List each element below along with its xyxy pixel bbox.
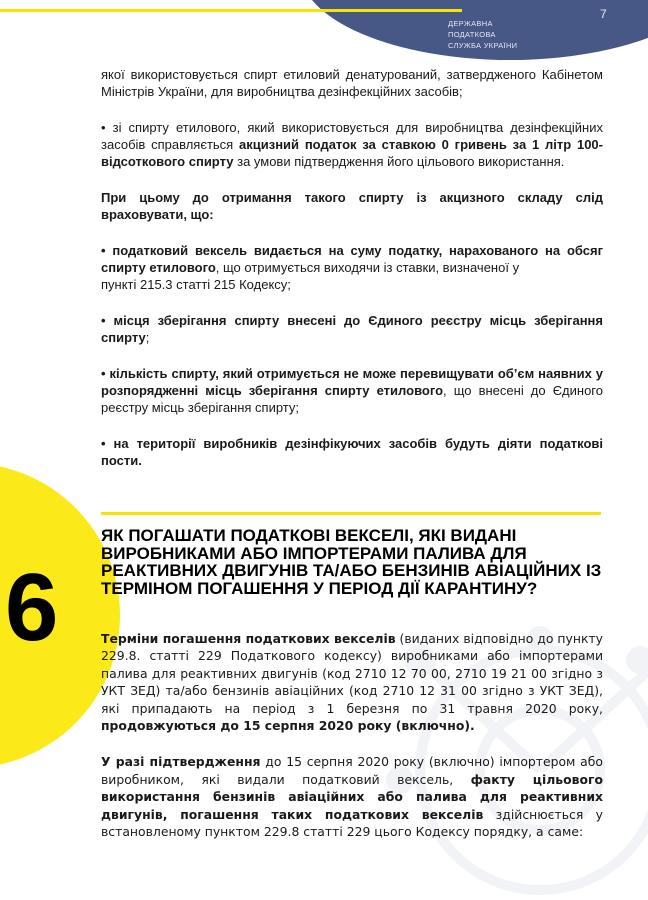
page-number: 7 [600,7,607,21]
agency-line-2: ПОДАТКОВА [448,30,496,39]
paragraph-6 [101,365,603,416]
section-paragraph-2-text-a: до 15 серпня 2020 року (включно) імпортером або виробником, які видали податковий вексель, [101,754,603,787]
paragraph-4 [101,242,603,293]
paragraph-3-bold: При цьому до отримання такого спирту із акцизного складу слід враховувати, що: [101,190,603,222]
paragraph-1: якої використовується спирт етиловий денатурований, затвердженого Кабінетом Міністрів України, для виробництва дезінфекційних засобів; [101,67,603,99]
section-paragraph-2-text-b: здійснюється у встановленому пунктом 229.8 статті 229 цього Кодексу порядку, а саме: [101,806,603,840]
header-divider [0,9,462,12]
section-body [101,630,603,840]
paragraph-7-bold: • на території виробників дезінфікуючих засобів будуть діяти податкові пости. [101,436,603,468]
paragraph-2-bold: акцизний податок за ставкою 0 гривень за 1 літр 100-відсоткового спирту [101,137,603,169]
paragraph-5-text: ; [145,330,150,345]
section-number: 6 [5,554,59,661]
paragraph-2 [101,119,603,170]
agency-line-3: СЛУЖБА УКРАЇНИ [448,41,518,50]
intro-text-block [101,66,603,469]
paragraph-6-bold: • кількість спирту, який отримується не може перевищувати об’єм наявних у розпорядженні місць зберігання спирту етилового [101,366,603,398]
paragraph-4-bold: • податковий вексель видається на суму податку, нарахованого на обсяг спирту етилового [101,243,603,275]
agency-line-1: ДЕРЖАВНА [448,19,493,28]
section-paragraph-2 [101,753,603,840]
paragraph-5-bold: • місця зберігання спирту внесені до Єдиного реєстру місць зберігання спирту [101,313,603,345]
agency-logo-text [448,18,568,51]
paragraph-6-text: , що внесені до Єдиного реєстру місць зберігання спирту; [101,383,603,415]
section-paragraph-1-text: (виданих відповідно до пункту 229.8. статті 229 Податкового кодексу) виробниками або імпортерами палива для реактивних двигунів (код 2710 12 70 00, 2710 19 21 00 згідно з УКТ ЗЕД) та/або бензинів авіаційних (код 2710 12 31 00 згідно з УКТ ЗЕД), які припадають на період з 1 березня по 31 травня 2020 року, [101,631,603,716]
section-paragraph-2-bold: У разі підтвердження [101,754,261,770]
paragraph-4-text-b: пункті 215.3 статті 215 Кодексу; [101,277,291,292]
paragraph-5 [101,312,603,346]
section-paragraph-1-bold: Терміни погашення податкових векселів [101,631,396,646]
paragraph-4-text-a: , що отримується виходячи із ставки, визначеної у [215,260,520,275]
section-paragraph-2-bold-2: факту цільового використання бензинів авіаційних або палива для реактивних двигунів, погашення таких податкових векселів [101,771,603,822]
paragraph-2-text-a: • зі спирту етилового, який використовується для виробництва дезінфекційних засобів справляється [101,120,603,152]
paragraph-7 [101,435,603,469]
section-paragraph-1-bold-2: продовжуються до 15 серпня 2020 року (включно). [101,718,475,734]
paragraph-2-text-b: за умови підтвердження його цільового використання. [233,154,565,169]
section-paragraph-1 [101,630,603,734]
section-divider [101,512,601,515]
section-title: ЯК ПОГАШАТИ ПОДАТКОВІ ВЕКСЕЛІ, ЯКІ ВИДАНІ ВИРОБНИКАМИ АБО ІМПОРТЕРАМИ ПАЛИВА ДЛЯ РЕАКТИВНИХ ДВИГУНІВ ТА/АБО БЕНЗИНІВ АВІАЦІЙНИХ ІЗ ТЕРМІНОМ ПОГАШЕННЯ У ПЕРІОД ДІЇ КАРАНТИНУ? [101,526,602,598]
paragraph-3 [101,189,603,223]
